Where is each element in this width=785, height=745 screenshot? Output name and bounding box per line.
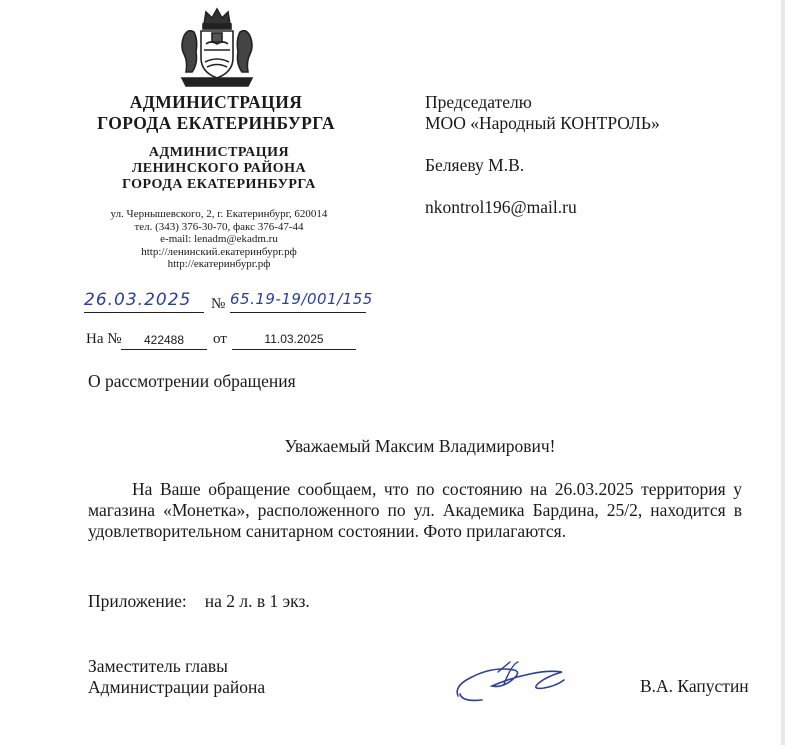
- phone: тел. (343) 376-30-70, факс 376-47-44: [134, 220, 304, 233]
- dept-name-line3: ГОРОДА ЕКАТЕРИНБУРГА: [122, 177, 316, 192]
- handwritten-signature: [452, 656, 572, 710]
- reference-number-line: [121, 331, 207, 350]
- reference-number: 422488: [143, 333, 185, 347]
- org-name-line2: ГОРОДА ЕКАТЕРИНБУРГА: [97, 113, 335, 133]
- organization-name: [70, 92, 362, 134]
- contact-block: [86, 208, 352, 271]
- signatory-title: [88, 656, 265, 698]
- website-city: http://екатеринбург.рф: [167, 258, 271, 271]
- scan-edge: [781, 0, 785, 745]
- letter-subject: О рассмотрении обращения: [88, 371, 296, 391]
- dept-name-line1: АДМИНИСТРАЦИЯ: [148, 145, 290, 160]
- outgoing-date-line: [84, 290, 204, 313]
- dept-name-line2: ЛЕНИНСКОГО РАЙОНА: [131, 161, 307, 176]
- attachment-label: Приложение:: [88, 591, 187, 611]
- letter-body: На Ваше обращение сообщаем, что по состоянию на 26.03.2025 территория у магазина «Монетка», расположенного по ул. Академика Бардина, 25/2, находится в удовлетворительном санитарном состоянии. Фото прилагаются.: [88, 479, 742, 541]
- outgoing-date: 26.03.2025: [84, 290, 192, 310]
- outgoing-number: 65.19-19/001/155: [230, 290, 373, 308]
- signatory-title-line2: Администрации района: [88, 677, 266, 697]
- website-district: http://ленинский.екатеринбург.рф: [141, 245, 297, 258]
- addressee-organization: МОО «Народный КОНТРОЛЬ»: [425, 113, 660, 133]
- addressee-email: nkontrol196@mail.ru: [425, 197, 577, 217]
- reference-date-label: от: [213, 331, 227, 347]
- email: e-mail: lenadm@ekadm.ru: [160, 233, 278, 246]
- org-name-line1: АДМИНИСТРАЦИЯ: [129, 92, 303, 112]
- reference-date: 11.03.2025: [264, 332, 324, 346]
- department-name: [90, 145, 348, 193]
- attachment-value: на 2 л. в 1 экз.: [204, 591, 310, 611]
- addressee-block: [425, 92, 660, 218]
- addressee-name: Беляеву М.В.: [425, 155, 525, 175]
- addressee-position: Председателю: [425, 92, 532, 112]
- city-coat-of-arms-emblem: [176, 6, 258, 90]
- address: ул. Чернышевского, 2, г. Екатеринбург, 620014: [110, 208, 328, 220]
- outgoing-number-line: [230, 290, 373, 313]
- greeting: Уважаемый Максим Владимирович!: [284, 436, 556, 456]
- signatory-name: В.А. Капустин: [640, 676, 749, 696]
- number-label: №: [211, 296, 226, 312]
- signatory-title-line1: Заместитель главы: [88, 656, 228, 676]
- reference-label: На №: [86, 331, 122, 347]
- reference-date-line: [232, 330, 356, 350]
- attachment-line: [88, 591, 310, 612]
